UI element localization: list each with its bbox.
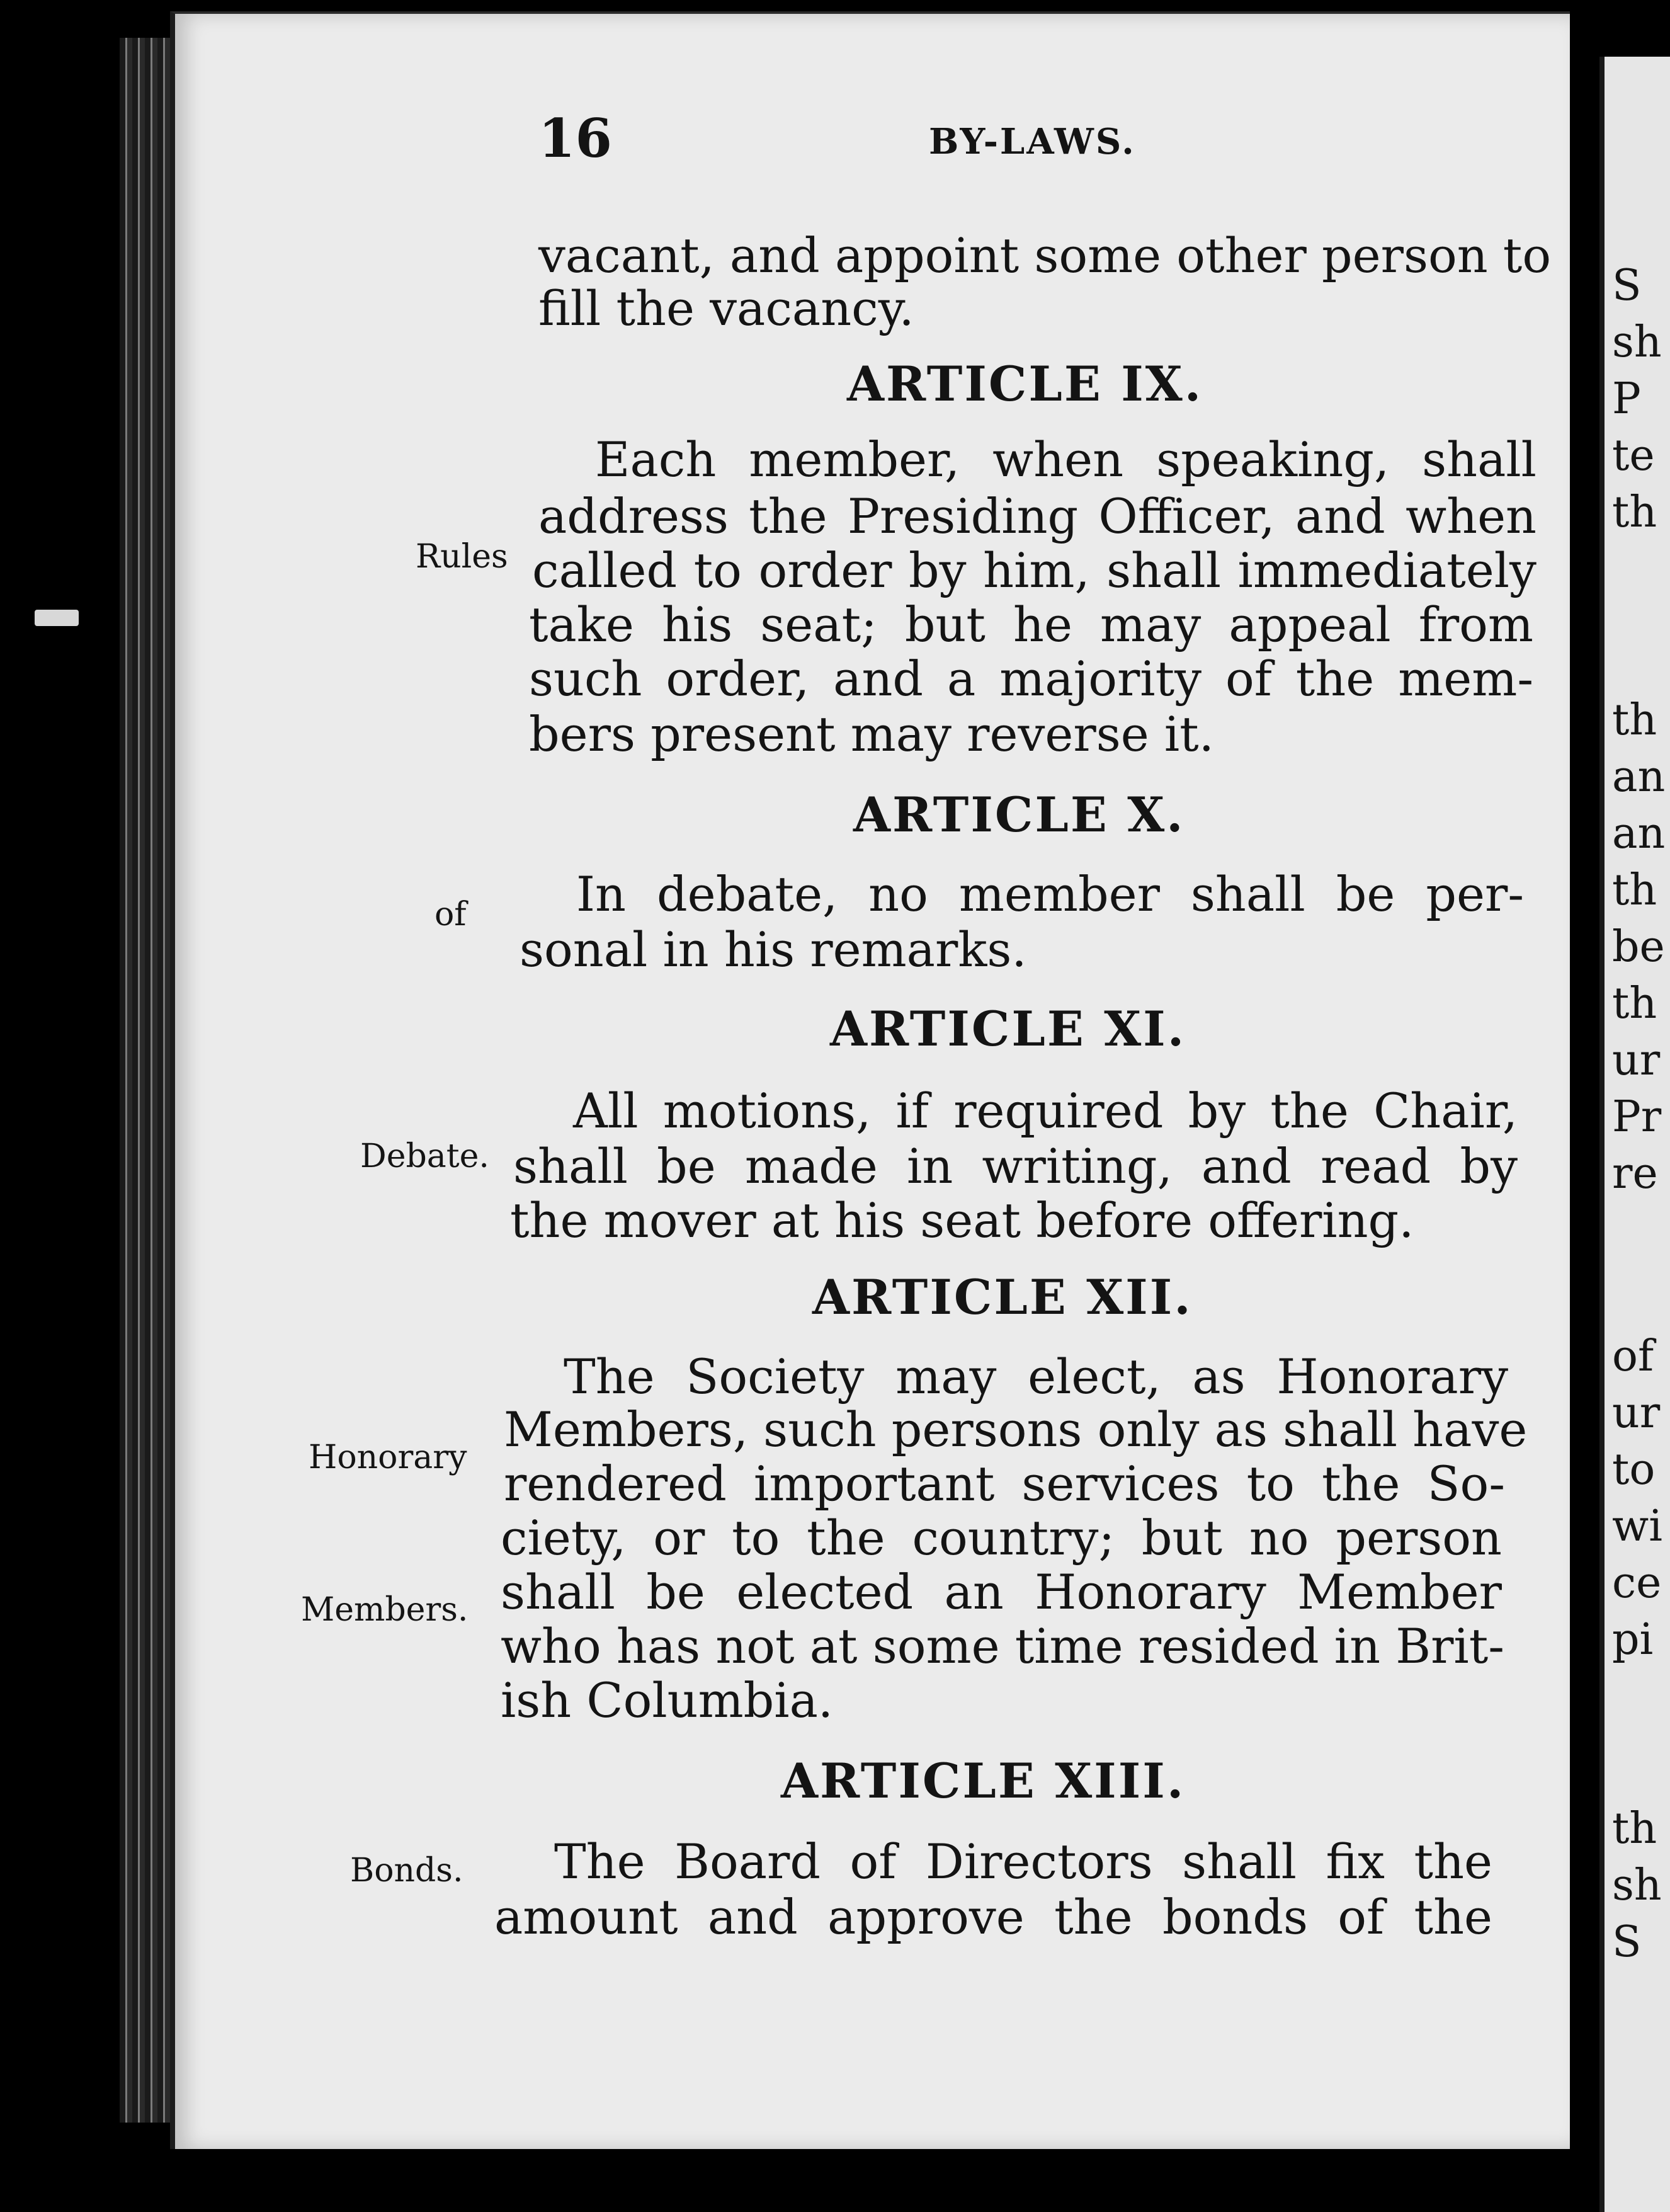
facing-page-fragment: pi	[1612, 1615, 1654, 1665]
body-line: bers present may reverse it.	[529, 706, 1214, 762]
body-line: amount and approve the bonds of the	[494, 1889, 1492, 1945]
scan-speck	[35, 610, 79, 626]
body-line: shall be elected an Honorary Member	[501, 1564, 1502, 1620]
margin-note-debate: Debate.	[360, 1137, 489, 1175]
facing-page-fragment: th	[1612, 695, 1657, 745]
body-line: ciety, or to the country; but no person	[501, 1510, 1502, 1566]
body-line: the mover at his seat before offering.	[510, 1192, 1414, 1248]
body-line: shall be made in writing, and read by	[513, 1138, 1518, 1194]
body-line: The Board of Directors shall fix the	[554, 1833, 1492, 1890]
facing-page-fragment: th	[1612, 865, 1657, 915]
body-line: vacant, and appoint some other person to	[538, 227, 1552, 283]
article-heading: ARTICLE XIII.	[781, 1753, 1186, 1809]
facing-page-fragment: re	[1612, 1149, 1658, 1199]
body-line: rendered important services to the So-	[504, 1456, 1505, 1512]
body-line: address the Presiding Officer, and when	[538, 488, 1537, 544]
facing-page-fragment: wi	[1612, 1502, 1662, 1551]
body-line: who has not at some time resided in Brit-	[501, 1618, 1504, 1674]
body-line: fill the vacancy.	[538, 280, 914, 336]
facing-page-fragment: ce	[1612, 1558, 1662, 1608]
body-line: Members, such persons only as shall have	[504, 1401, 1528, 1457]
margin-note-members: Members.	[301, 1591, 469, 1629]
facing-page-fragment: be	[1612, 922, 1665, 972]
facing-page-fragment: ur	[1612, 1035, 1661, 1085]
facing-page-fragment: sh	[1612, 317, 1662, 367]
margin-note-of: of	[435, 896, 467, 933]
body-line: ish Columbia.	[501, 1672, 834, 1728]
margin-note-rules: Rules	[416, 538, 508, 576]
article-heading: ARTICLE IX.	[847, 356, 1203, 412]
facing-page-fragment: Pr	[1612, 1092, 1662, 1142]
facing-page-fragment: ur	[1612, 1388, 1661, 1438]
facing-page-fragment: S	[1612, 261, 1642, 311]
body-line: take his seat; but he may appeal from	[529, 596, 1533, 653]
facing-page-fragment: te	[1612, 431, 1655, 481]
running-head	[538, 107, 1137, 169]
running-head-title: BY-LAWS.	[929, 121, 1136, 162]
body-line: such order, and a majority of the mem-	[529, 651, 1533, 707]
facing-page-fragment: P	[1612, 374, 1641, 424]
facing-page	[1599, 57, 1670, 2212]
article-heading: ARTICLE X.	[853, 787, 1185, 843]
article-heading: ARTICLE XI.	[830, 1001, 1186, 1057]
body-line: All motions, if required by the Chair,	[573, 1083, 1518, 1139]
facing-page-fragment: th	[1612, 979, 1657, 1029]
margin-note-bonds: Bonds.	[350, 1852, 463, 1890]
body-line: sonal in his remarks.	[520, 921, 1027, 978]
facing-page-fragment: to	[1612, 1445, 1656, 1495]
facing-page-fragment: th	[1612, 1804, 1657, 1854]
body-line: Each member, when speaking, shall	[595, 431, 1537, 487]
page-number: 16	[538, 107, 612, 169]
facing-page-fragment: an	[1612, 809, 1666, 858]
facing-page-fragment: of	[1612, 1331, 1654, 1381]
facing-page-fragment: S	[1612, 1917, 1642, 1967]
body-line: called to order by him, shall immediately	[532, 542, 1537, 598]
book-page-edges	[120, 38, 176, 2123]
facing-page-fragment: an	[1612, 752, 1666, 802]
article-heading: ARTICLE XII.	[812, 1269, 1193, 1325]
margin-note-honorary: Honorary	[309, 1439, 467, 1476]
facing-page-fragment: sh	[1612, 1861, 1662, 1910]
body-line: In debate, no member shall be per-	[576, 866, 1524, 922]
facing-page-fragment: th	[1612, 487, 1657, 537]
body-line: The Society may elect, as Honorary	[564, 1348, 1508, 1405]
